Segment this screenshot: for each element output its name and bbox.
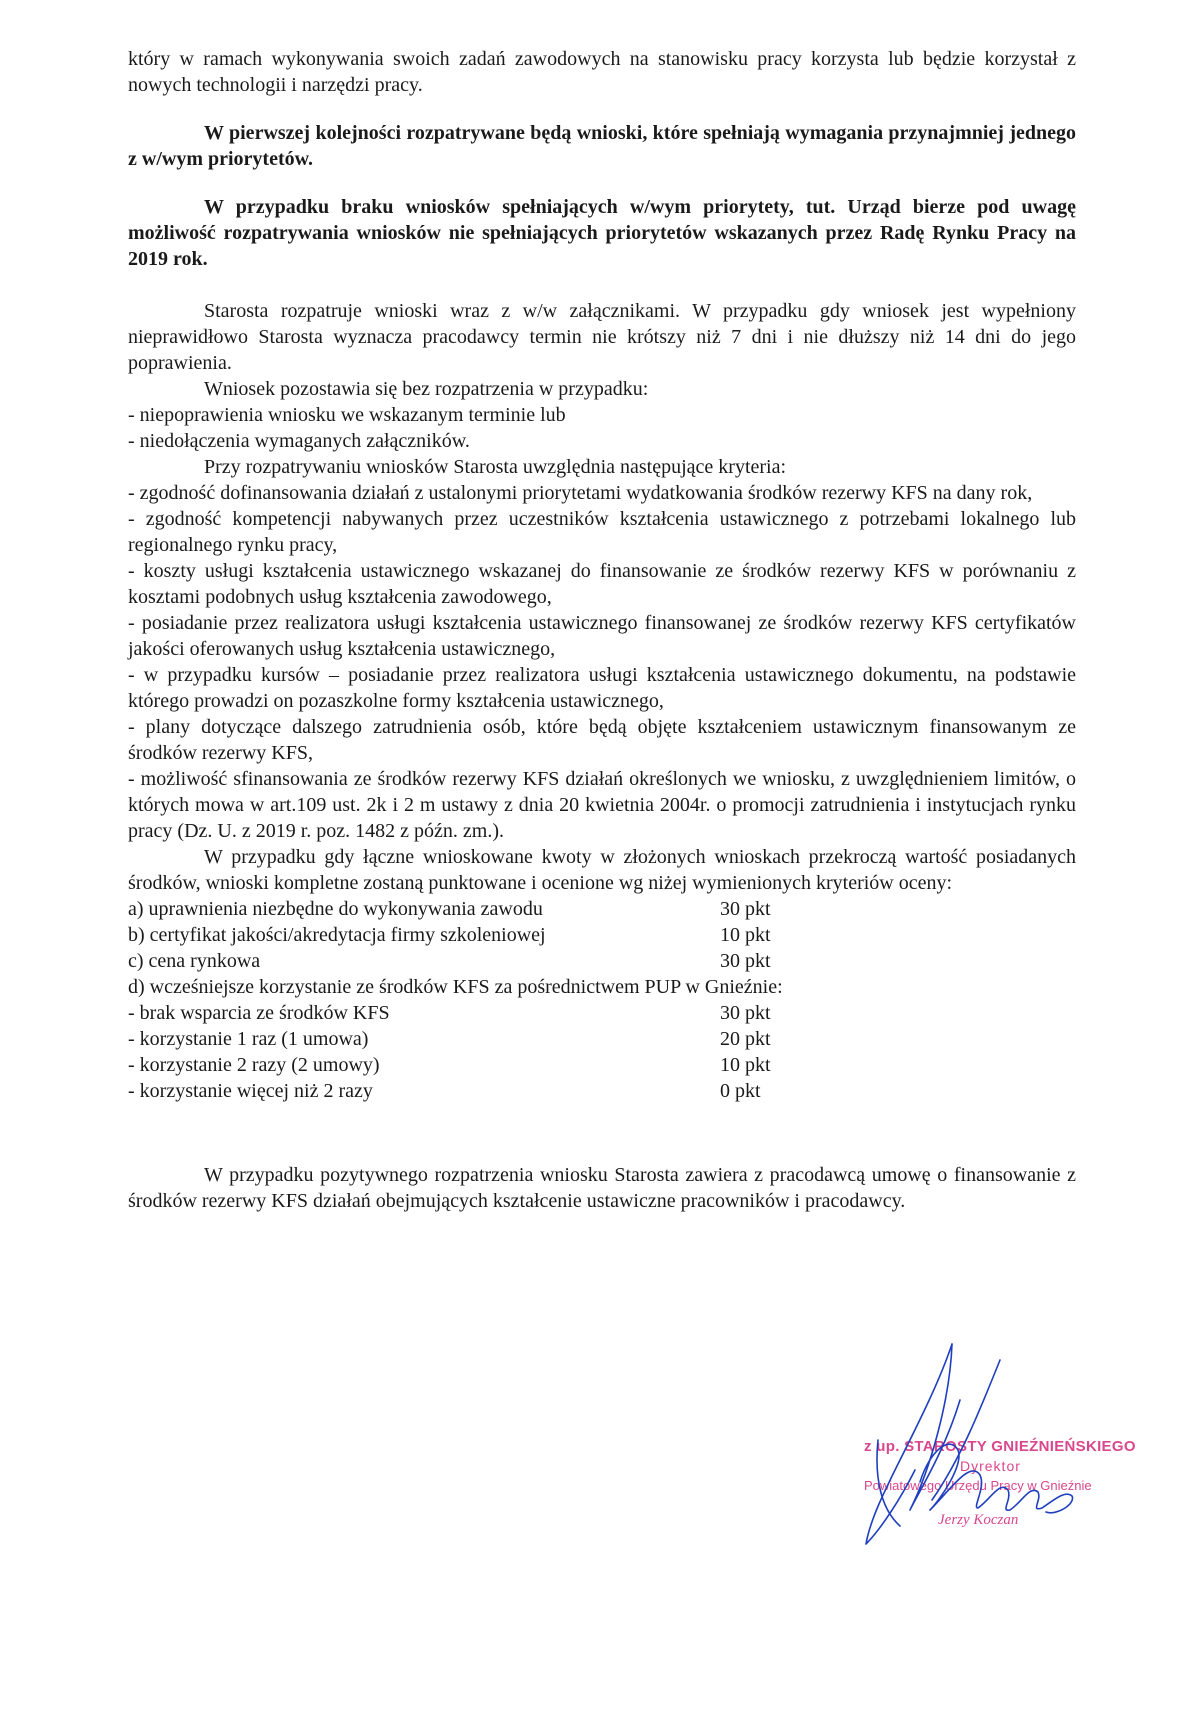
rejection-intro: Wniosek pozostawia się bez rozpatrzenia w przypadku:: [204, 378, 649, 400]
score-row: [128, 922, 1076, 948]
score-row: [128, 1052, 1076, 1078]
priority-paragraph-1: W pierwszej kolejności rozpatrywane będą wnioski, które spełniają wymagania przynajmniej jednego z w/wym priorytetów.: [128, 122, 1076, 170]
stamp-line-name: Jerzy Koczan: [938, 1512, 1019, 1528]
rejection-item: - niepoprawienia wniosku we wskazanym terminie lub: [128, 404, 566, 426]
stamp-line-authority: z up. STAROSTY GNIEŹNIEŃSKIEGO: [864, 1438, 1136, 1455]
document-body: [128, 46, 1076, 1214]
handwritten-signature: [860, 1340, 1150, 1570]
criteria-item: - posiadanie przez realizatora usługi kształcenia ustawicznego finansowanej ze środków rezerwy KFS certyfikatów jakości oferowanych usług kształcenia ustawicznego,: [128, 612, 1076, 660]
score-points: 30 pkt: [720, 950, 771, 972]
criteria-item: - możliwość sfinansowania ze środków rezerwy KFS działań określonych we wniosku, z uwzględnieniem limitów, o których mowa w art.109 ust. 2k i 2 m ustawy z dnia 20 kwietnia 2004r. o promocji zatrudnienia i instytucjach rynku pracy (Dz. U. z 2019 r. poz. 1482 z późn. zm.).: [128, 768, 1076, 842]
priority-paragraph-2: W przypadku braku wniosków spełniających w/wym priorytety, tut. Urząd bierze pod uwagę możliwość rozpatrywania wniosków nie spełniających priorytetów wskazanych przez Radę Rynku Pracy na 2019 rok.: [128, 196, 1076, 270]
criteria-item: - zgodność kompetencji nabywanych przez uczestników kształcenia ustawicznego z potrzebami lokalnego lub regionalnego rynku pracy,: [128, 508, 1076, 556]
score-d-heading: d) wcześniejsze korzystanie ze środków KFS za pośrednictwem PUP w Gnieźnie:: [128, 976, 783, 998]
score-points: 30 pkt: [720, 1002, 771, 1024]
score-row: [128, 1026, 1076, 1052]
score-label: - korzystanie więcej niż 2 razy: [128, 1080, 373, 1102]
score-label: b) certyfikat jakości/akredytacja firmy szkoleniowej: [128, 924, 546, 946]
official-stamp: [860, 1340, 1150, 1570]
score-row: [128, 948, 1076, 974]
score-label: a) uprawnienia niezbędne do wykonywania zawodu: [128, 898, 543, 920]
score-label: c) cena rynkowa: [128, 950, 261, 972]
final-paragraph: W przypadku pozytywnego rozpatrzenia wniosku Starosta zawiera z pracodawcą umowę o finansowanie z środków rezerwy KFS działań obejmujących kształcenie ustawiczne pracowników i pracodawcy.: [128, 1164, 1076, 1212]
score-points: 30 pkt: [720, 898, 771, 920]
criteria-item: - koszty usługi kształcenia ustawicznego wskazanej do finansowanie ze środków rezerwy KFS w porównaniu z kosztami podobnych usług kształcenia zawodowego,: [128, 560, 1076, 608]
criteria-intro: Przy rozpatrywaniu wniosków Starosta uwzględnia następujące kryteria:: [204, 456, 787, 478]
criteria-item: - w przypadku kursów – posiadanie przez realizatora usługi kształcenia ustawicznego dokumentu, na podstawie którego prowadzi on pozaszkolne formy kształcenia ustawicznego,: [128, 664, 1076, 712]
score-label: - korzystanie 1 raz (1 umowa): [128, 1028, 369, 1050]
score-points: 10 pkt: [720, 1054, 771, 1076]
score-row: [128, 1000, 1076, 1026]
score-row: [128, 1078, 1076, 1104]
criteria-item: - zgodność dofinansowania działań z ustalonymi priorytetami wydatkowania środków rezerwy KFS na dany rok,: [128, 482, 1033, 504]
score-label: - korzystanie 2 razy (2 umowy): [128, 1054, 380, 1076]
starosta-paragraph: Starosta rozpatruje wnioski wraz z w/w załącznikami. W przypadku gdy wniosek jest wypełniony nieprawidłowo Starosta wyznacza pracodawcy termin nie krótszy niż 7 dni i nie dłuższy niż 14 dni do jego poprawienia.: [128, 300, 1076, 374]
stamp-line-title: Dyrektor: [960, 1458, 1021, 1474]
intro-paragraph: który w ramach wykonywania swoich zadań zawodowych na stanowisku pracy korzysta lub będzie korzystał z nowych technologii i narzędzi pracy.: [128, 48, 1076, 96]
score-points: 0 pkt: [720, 1080, 761, 1102]
criteria-item: - plany dotyczące dalszego zatrudnienia osób, które będą objęte kształceniem ustawicznym finansowanym ze środków rezerwy KFS,: [128, 716, 1076, 764]
scoring-paragraph: W przypadku gdy łączne wnioskowane kwoty w złożonych wnioskach przekroczą wartość posiadanych środków, wnioski kompletne zostaną punktowane i ocenione wg niżej wymienionych kryteriów oceny:: [128, 846, 1076, 894]
stamp-line-office: Powiatowego Urzędu Pracy w Gnieźnie: [864, 1478, 1092, 1493]
score-row: [128, 896, 1076, 922]
score-points: 10 pkt: [720, 924, 771, 946]
score-label: - brak wsparcia ze środków KFS: [128, 1002, 390, 1024]
score-points: 20 pkt: [720, 1028, 771, 1050]
rejection-item: - niedołączenia wymaganych załączników.: [128, 430, 470, 452]
